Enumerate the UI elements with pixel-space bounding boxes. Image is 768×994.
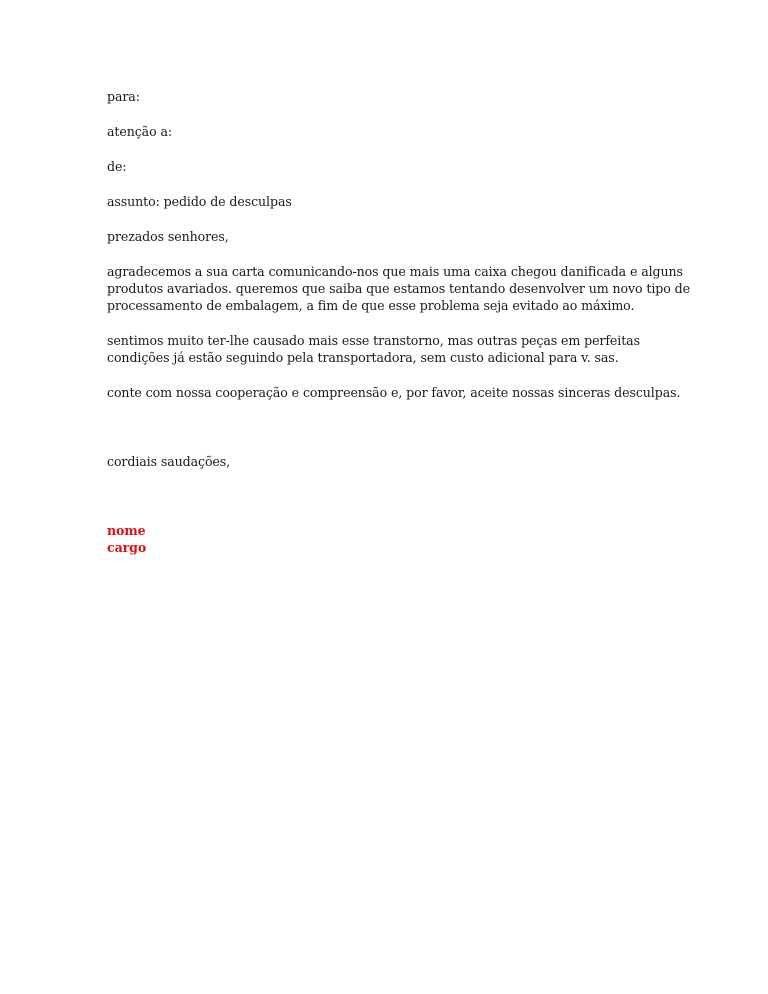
- paragraph-line: processamento de embalagem, a fim de que esse problema seja evitado ao máximo.: [107, 298, 635, 313]
- attention-line: atenção a:: [107, 124, 173, 139]
- paragraph-line: sentimos muito ter-lhe causado mais esse transtorno, mas outras peças em perfeitas: [107, 333, 640, 348]
- sender-line: de:: [107, 159, 127, 174]
- greeting-line: prezados senhores,: [107, 229, 229, 244]
- paragraph-2: [107, 332, 667, 366]
- paragraph-line: produtos avariados. queremos que saiba que estamos tentando desenvolver um novo tipo de: [107, 281, 690, 296]
- subject-line: assunto: pedido de desculpas: [107, 194, 292, 209]
- paragraph-line: conte com nossa cooperação e compreensão e, por favor, aceite nossas sinceras desculpas.: [107, 385, 681, 400]
- recipient-line: para:: [107, 89, 140, 104]
- paragraph-line: agradecemos a sua carta comunicando-nos que mais uma caixa chegou danificada e alguns: [107, 264, 683, 279]
- paragraph-1: [107, 263, 690, 314]
- letter-body: [107, 88, 690, 556]
- paragraph-line: condições já estão seguindo pela transportadora, sem custo adicional para v. sas.: [107, 350, 619, 365]
- closing-line: cordiais saudações,: [107, 454, 231, 469]
- signature-name: nome: [107, 523, 146, 538]
- signature-block: [107, 522, 667, 556]
- paragraph-3: [107, 384, 681, 401]
- signature-title: cargo: [107, 540, 147, 555]
